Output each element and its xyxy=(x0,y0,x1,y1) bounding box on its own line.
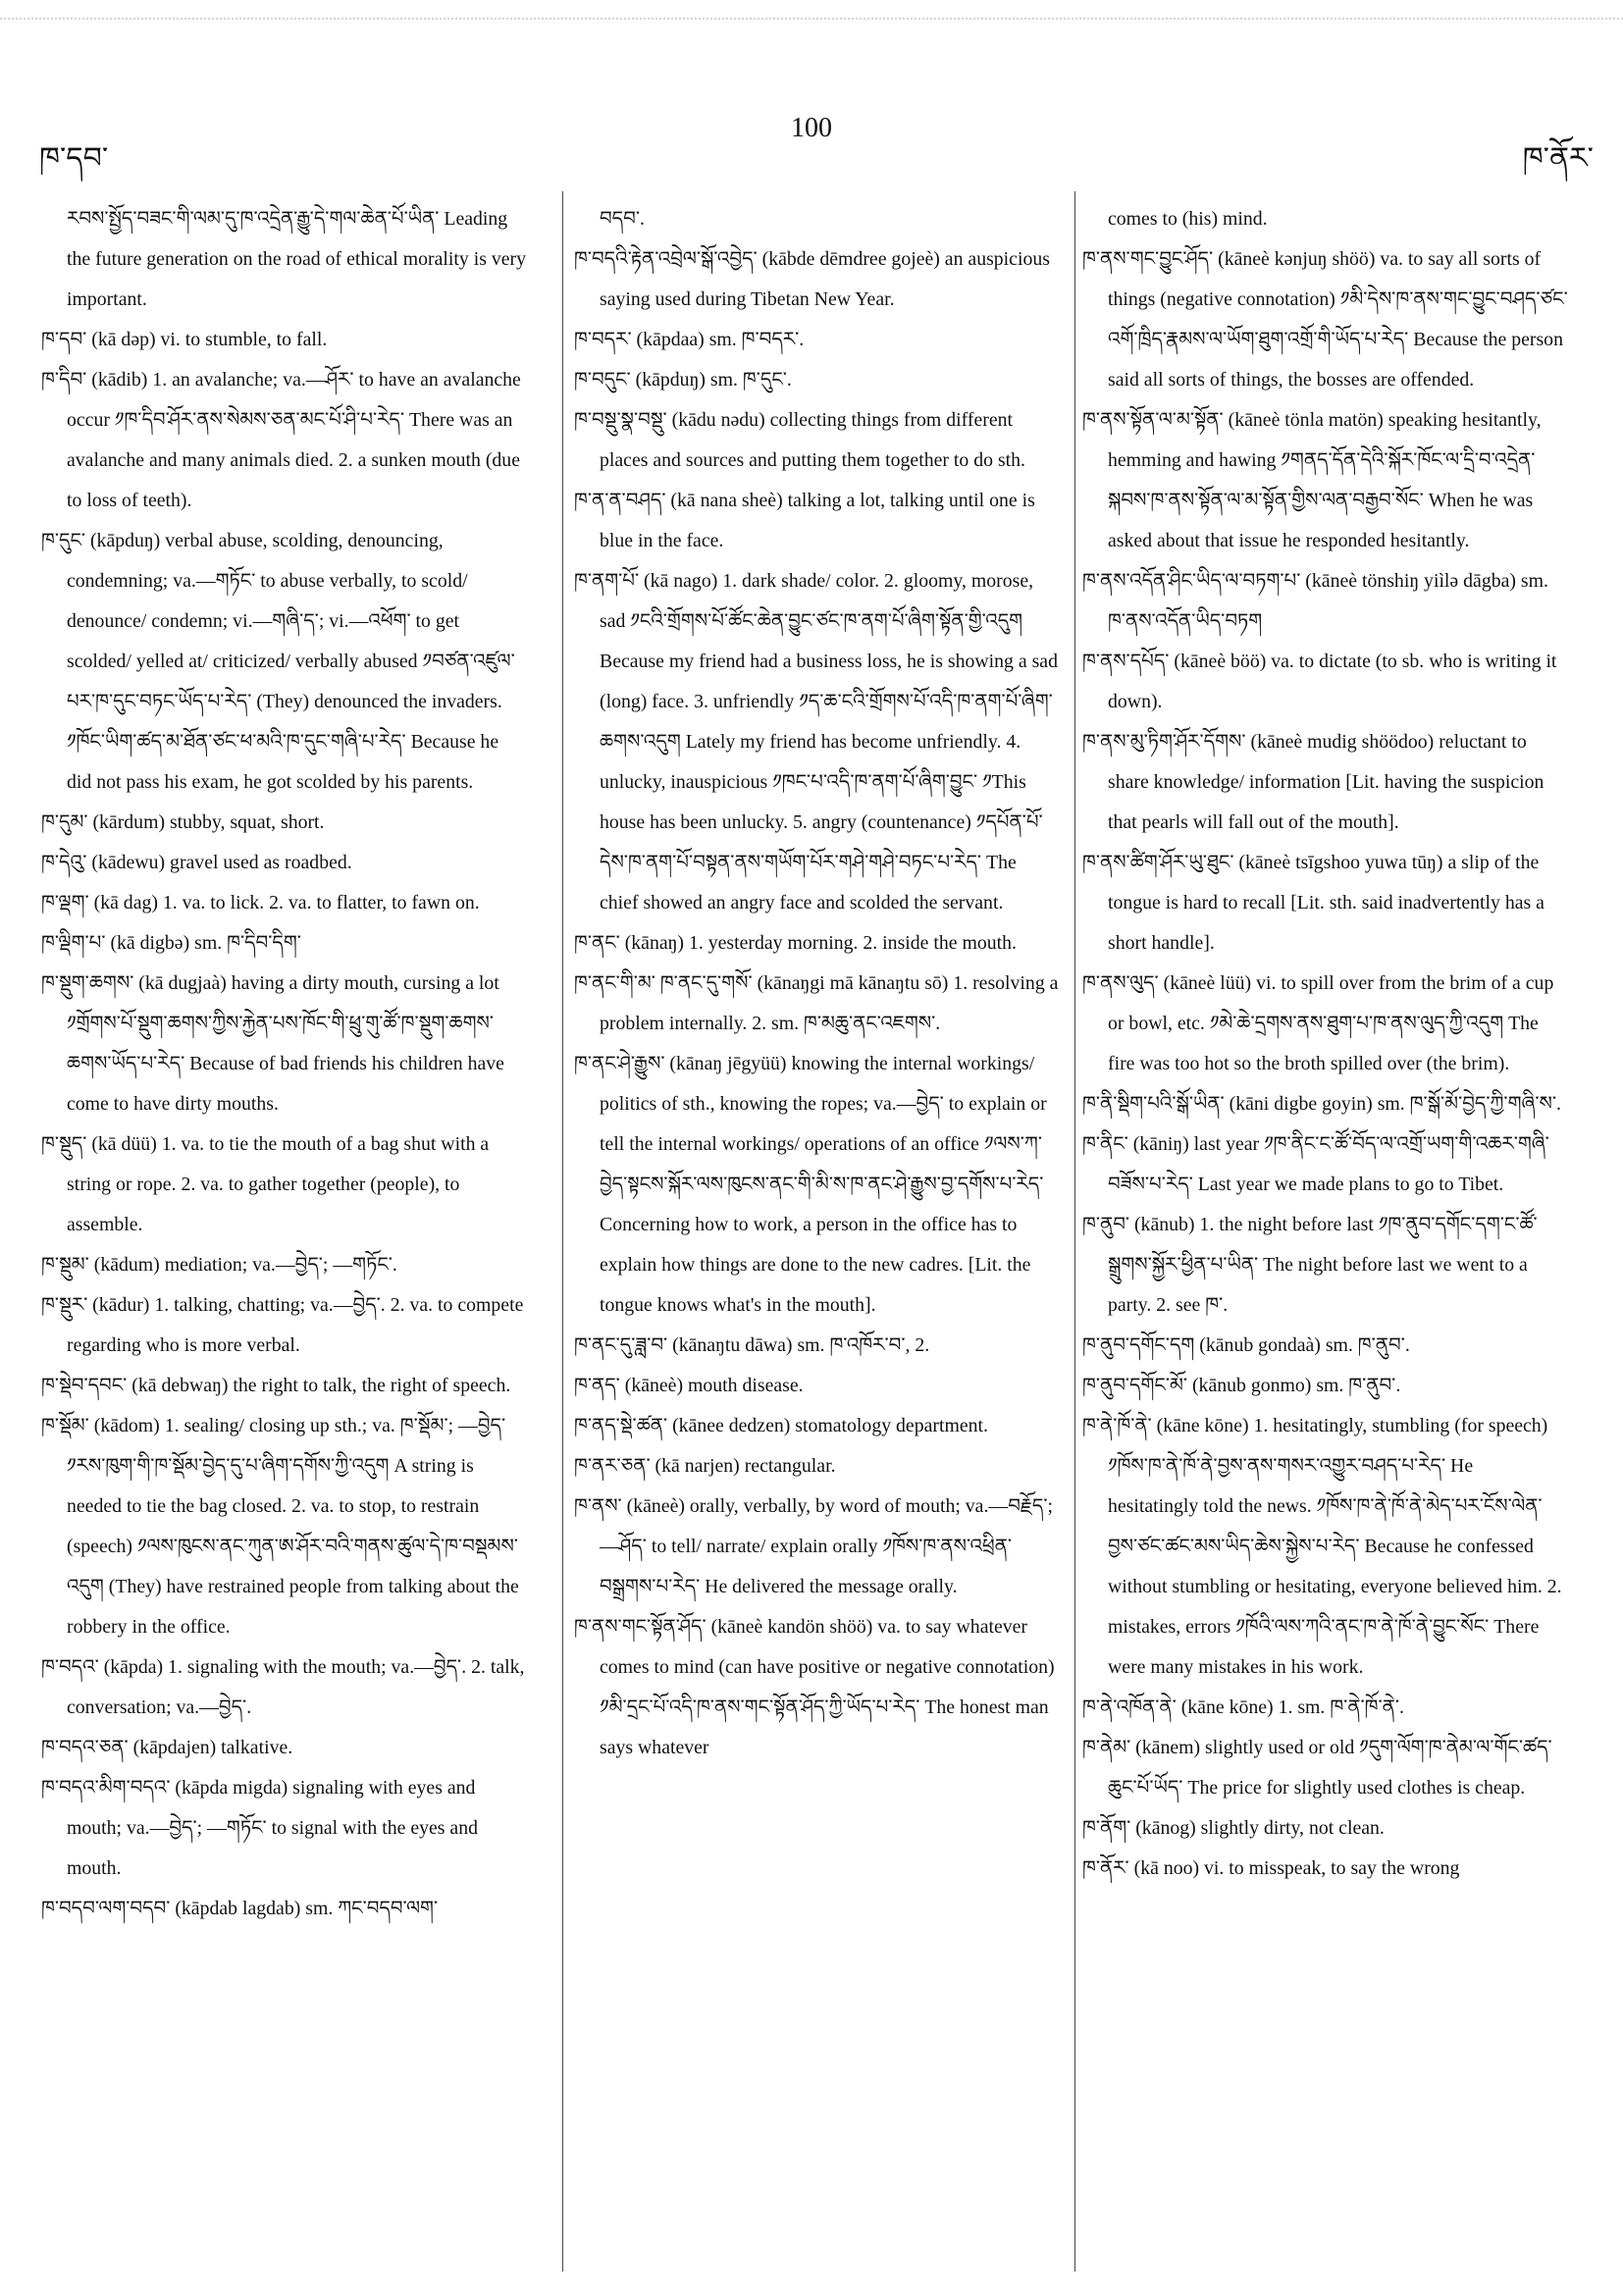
running-head-left: ཁ་དབ་ xyxy=(39,141,109,176)
dictionary-entry: ཁ་ནར་ཅན་ (kā narjen) rectangular. xyxy=(574,1455,836,1477)
dictionary-entry: ཁ་སྡུམ་ (kādum) mediation; va.—བྱེད་; —གཏོང་. xyxy=(41,1254,397,1276)
entry-continuation: ཪབས་སྤྱོད་བཟང་གི་ལམ་དུ་ཁ་འདྲེན་རྒྱུ་དེ་གལ་ཆེན་པོ་ཡིན་ Leading the future generation on the road of ethical morality is very important. xyxy=(67,208,526,310)
dictionary-entry: ཁ་ནས་ཚིག་ཤོར་ཡུ་ཐུང་ (kāneè tsīgshoo yuwa tūŋ) a slip of the tongue is hard to recall [Lit. sth. said inadvertently has a short handle]. xyxy=(1082,852,1544,954)
dictionary-entry: ཁ་ནུབ་དགོང་དག (kānub gondaà) sm. ཁ་ནུབ་. xyxy=(1082,1334,1410,1356)
dictionary-entry: ཁ་ནེ་ཁོ་ནེ་ (kāne kōne) 1. hesitatingly, stumbling (for speech) ༡ཁོས་ཁ་ནེ་ཁོ་ནེ་བྱས་ནས་གསར་འགྱུར་བཤད་པ་རེད་ He hesitatingly told the news. ༡ཁོས་ཁ་ནེ་ཁོ་ནེ་མེད་པར་ངོས་ལེན་བྱས་ཙང་ཚང་མས་ཡིད་ཆེས་སྐྱེས་པ་རེད་ Because he confessed without stumbling or hesitating, everyone believed him. 2. mistakes, errors ༡ཁོའི་ལས་ཀའི་ནང་ཁ་ནེ་ཁོ་ནེ་བྱུང་སོང་ There were many mistakes in his work. xyxy=(1082,1415,1562,1678)
dictionary-entry: ཁ་ནང་ (kānaŋ) 1. yesterday morning. 2. inside the mouth. xyxy=(574,932,1017,954)
dictionary-entry: ཁ་ནག་པོ་ (kā nago) 1. dark shade/ color. 2. gloomy, morose, sad ༡ངའི་གྲོགས་པོ་ཚོང་ཆེན་བྱུང་ཙང་ཁ་ནག་པོ་ཞིག་སྟོན་གྱི་འདུག Because my friend had a business loss, he is showing a sad (long) face. 3. unfriendly ༡ད་ཆ་ངའི་གྲོགས་པོ་འདི་ཁ་ནག་པོ་ཞིག་ཆགས་འདུག Lately my friend has become unfriendly. 4. unlucky, inauspicious ༡ཁང་པ་འདི་ཁ་ནག་པོ་ཞིག་བྱུང་ ༡This house has been unlucky. 5. angry (countenance) ༡དཔོན་པོ་དེས་ཁ་ནག་པོ་བསྟན་ནས་གཡོག་པོར་གཤེ་གཤེ་བཏང་པ་རེད་ The chief showed an angry face and scolded the servant. xyxy=(574,570,1058,913)
column-2 xyxy=(574,199,1060,1768)
dictionary-entry: ཁ་བདའ་ཅན་ (kāpdajen) talkative. xyxy=(41,1737,293,1758)
dictionary-entry: ཁ་སྡེབ་དབང་ (kā debwaŋ) the right to talk, the right of speech. xyxy=(41,1375,511,1396)
dictionary-entry: ཁ་སྡུར་ (kādur) 1. talking, chatting; va.—བྱེད་. 2. va. to compete regarding who is more verbal. xyxy=(41,1294,524,1356)
dictionary-entry: ཁ་ནས་འདོན་ཤིང་ཡིད་ལ་བཏག་པ་ (kāneè tönshiŋ yiìlə dāgba) sm. ཁ་ནས་འདོན་ཡིད་བཏག xyxy=(1082,570,1548,632)
dictionary-entry: ཁ་ན་ན་བཤད་ (kā nana sheè) talking a lot, talking until one is blue in the face. xyxy=(574,490,1035,551)
dictionary-entry: ཁ་དུམ་ (kārdum) stubby, squat, short. xyxy=(41,811,325,833)
dictionary-entry: ཁ་ལྡག་ (kā dag) 1. va. to lick. 2. va. to flatter, to fawn on. xyxy=(41,892,480,913)
dictionary-entry: ཁ་བསྡུ་སྣ་བསྡུ་ (kādu nədu) collecting things from different places and sources and putting them together to do sth. xyxy=(574,409,1025,471)
column-divider xyxy=(562,191,563,2271)
dictionary-entry: ཁ་ནས་ (kāneè) orally, verbally, by word of mouth; va.—བརྗོད་; —ཤོད་ to tell/ narrate/ explain orally ༡ཁོས་ཁ་ནས་འཕྲིན་བསྒྲགས་པ་རེད་ He delivered the message orally. xyxy=(574,1495,1054,1597)
dictionary-entry: ཁ་བདར་ (kāpdaa) sm. ཁ་བདར་. xyxy=(574,329,805,350)
dictionary-entry: ཁ་ནས་དཔོད་ (kāneè böö) va. to dictate (to sb. who is writing it down). xyxy=(1082,651,1557,712)
dictionary-entry: ཁ་ནང་དུ་ཟླ་བ་ (kānaŋtu dāwa) sm. ཁ་འཁོར་བ་, 2. xyxy=(574,1334,930,1356)
dictionary-entry: ཁ་ནས་མུ་ཏིག་ཤོར་དོགས་ (kāneè mudig shöödoo) reluctant to share knowledge/ information [Lit. having the suspicion that pearls will fall out of the mouth]. xyxy=(1082,731,1544,833)
dictionary-entry: ཁ་ནེམ་ (kānem) slightly used or old ༡དུག་ལོག་ཁ་ནེམ་ལ་གོང་ཚད་ཆུང་པོ་ཡོད་ The price for slightly used clothes is cheap. xyxy=(1082,1737,1552,1799)
dictionary-entry: ཁ་དེའུ་ (kādewu) gravel used as roadbed. xyxy=(41,852,352,873)
dictionary-entry: ཁ་བདའ་ (kāpda) 1. signaling with the mouth; va.—བྱེད་. 2. talk, conversation; va.—བྱེད་. xyxy=(41,1656,525,1718)
dictionary-entry: ཁ་ནས་ལུད་ (kāneè lüü) vi. to spill over from the brim of a cup or bowl, etc. ༡མེ་ཆེ་དྲགས་ནས་ཐུག་པ་ཁ་ནས་ལུད་ཀྱི་འདུག The fire was too hot so the broth spilled over (the brim). xyxy=(1082,972,1554,1074)
dictionary-entry: ཁ་བདུང་ (kāpduŋ) sm. ཁ་དུང་. xyxy=(574,369,792,391)
dictionary-entry: ཁ་དུང་ (kāpduŋ) verbal abuse, scolding, denouncing, condemning; va.—གཏོང་ to abuse verbally, to scold/ denounce/ condemn; vi.—གཞི་ད་; vi.—འཕོག་ to get scolded/ yelled at/ criticized/ verbally abused ༡བཙན་འཛུལ་པར་ཁ་དུང་བཏང་ཡོད་པ་རེད་ (They) denounced the invaders. ༡ཁོང་ཡིག་ཚད་མ་ཐོན་ཙང་ཕ་མའི་ཁ་དུང་གཞི་པ་རེད་ Because he did not pass his exam, he got scolded by his parents. xyxy=(41,530,515,793)
dictionary-entry: ཁ་ནོར་ (kā noo) vi. to misspeak, to say the wrong xyxy=(1082,1857,1460,1879)
column-divider xyxy=(1074,191,1075,2271)
dictionary-entry: ཁ་ནང་གི་མ་ ཁ་ནང་དུ་གསོ་ (kānaŋgi mā kānaŋtu sō) 1. resolving a problem internally. 2. sm. ཁ་མཆུ་ནང་འཇགས་. xyxy=(574,972,1059,1034)
dictionary-entry: ཁ་ལྡིག་པ་ (kā digbə) sm. ཁ་དིབ་དིག་ xyxy=(41,932,301,954)
dictionary-entry: ཁ་ནི་སྡིག་པའི་སྒོ་ཡིན་ (kāni digbe goyin) sm. ཁ་སྒོ་མོ་བྱེད་ཀྱི་གཞི་ས་. xyxy=(1082,1093,1561,1115)
scan-edge xyxy=(0,18,1623,26)
dictionary-entry: ཁ་བདབ་ལག་བདབ་ (kāpdab lagdab) sm. ཀང་བདབ་ལག་ xyxy=(41,1898,439,1919)
dictionary-entry: ཁ་བདའ་མིག་བདའ་ (kāpda migda) signaling with eyes and mouth; va.—བྱེད་; —གཏོང་ to signal with the eyes and mouth. xyxy=(41,1777,478,1879)
column-3 xyxy=(1082,199,1568,1889)
dictionary-entry: ཁ་སྡོམ་ (kādom) 1. sealing/ closing up sth.; va. ཁ་སྡོམ་; —བྱེད་ ༡རས་ཁུག་གི་ཁ་སྡོམ་བྱེད་དུ་པ་ཞིག་དགོས་ཀྱི་འདུག A string is needed to tie the bag closed. 2. va. to stop, to restrain (speech) ༡ལས་ཁུངས་ནང་ཀུན་ཨ་ཤོར་བའི་གནས་ཚུལ་དེ་ཁ་བསྡམས་འདུག (They) have restrained people from talking about the robbery in the office. xyxy=(41,1415,519,1638)
dictionary-entry: ཁ་ནང་ཤེ་རྒྱུས་ (kānaŋ jēgyüü) knowing the internal workings/ politics of sth., knowing the ropes; va.—བྱེད་ to explain or tell the internal workings/ operations of an office ༡ལས་ཀ་བྱེད་སྟངས་སྐོར་ལས་ཁུངས་ནང་གི་མི་ས་ཁ་ནང་ཤེ་རྒྱུས་བྱ་དགོས་པ་རེད་ Concerning how to work, a person in the office has to explain how things are done to the new cadres. [Lit. the tongue knows what's in the mouth]. xyxy=(574,1053,1047,1316)
dictionary-entry: ཁ་ནད་སྡེ་ཚན་ (kānee dedzen) stomatology department. xyxy=(574,1415,988,1436)
dictionary-entry: ཁ་ནེ་འཁོན་ནེ་ (kāne kōne) 1. sm. ཁ་ནེ་ཁོ་ནེ་. xyxy=(1082,1696,1404,1718)
dictionary-entry: ཁ་སྡུག་ཆགས་ (kā dugjaà) having a dirty mouth, cursing a lot ༡གྲོགས་པོ་སྡུག་ཆགས་ཀྱིས་རྐྱེན་པས་ཁོང་གི་ཕྲུ་གུ་ཚོ་ཁ་སྡུག་ཆགས་ཆགས་ཡོད་པ་རེད་ Because of bad friends his children have come to have dirty mouths. xyxy=(41,972,504,1115)
dictionary-entry: ཁ་ནུབ་ (kānub) 1. the night before last ༡ཁ་ནུབ་དགོང་དག་ང་ཚོ་ སྒྲུགས་སྐྱོར་ཕྱིན་པ་ཡིན་ The night before last we went to a party. 2. see ཁ་. xyxy=(1082,1214,1538,1316)
column-1 xyxy=(41,199,527,1929)
dictionary-entry: ཁ་དབ་ (kā dəp) vi. to stumble, to fall. xyxy=(41,329,328,350)
dictionary-entry: ཁ་སྡུད་ (kā düü) 1. va. to tie the mouth of a bag shut with a string or rope. 2. va. to gather together (people), to assemble. xyxy=(41,1133,490,1235)
dictionary-entry: ཁ་ནས་སྟོན་ལ་མ་སྟོན་ (kāneè tönla matön) speaking hesitantly, hemming and hawing ༡གནད་དོན་དེའི་སྐོར་ཁོང་ལ་དྲི་བ་འདྲེན་སྐབས་ཁ་ནས་སྟོན་ལ་མ་སྟོན་གྱིས་ལན་བརྒྱབ་སོང་ When he was asked about that issue he responded hesitantly. xyxy=(1082,409,1542,551)
dictionary-entry: ཁ་དིབ་ (kādib) 1. an avalanche; va.—ཤོར་ to have an avalanche occur ༡ཁ་དིབ་ཤོར་ནས་སེམས་ཅན་མང་པོ་ཤི་པ་རེད་ There was an avalanche and many animals died. 2. a sunken mouth (due to loss of teeth). xyxy=(41,369,521,511)
running-head-right: ཁ་ནོར་ xyxy=(1522,141,1594,176)
dictionary-entry: ཁ་བདའི་རྟེན་འབྲེལ་སྒོ་འབྱེད་ (kābde dēmdree gojeè) an auspicious saying used during Tibetan New Year. xyxy=(574,248,1050,310)
dictionary-entry: ཁ་ནད་ (kāneè) mouth disease. xyxy=(574,1375,804,1396)
dictionary-entry: ཁ་ནས་གང་བྱུང་ཤོད་ (kāneè kənjuŋ shöö) va. to say all sorts of things (negative connotation) ༡མི་དེས་ཁ་ནས་གང་བྱུང་བཤད་ཙང་འགོ་ཁྲིད་རྣམས་ལ་ཡོག་ཐུག་འགྲོ་གི་ཡོད་པ་རེད་ Because the person said all sorts of things, the bosses are offended. xyxy=(1082,248,1568,391)
page-number: 100 xyxy=(791,113,832,143)
dictionary-entry: ཁ་ནིང་ (kāniŋ) last year ༡ཁ་ནིང་ང་ཚོ་བོད་ལ་འགྲོ་ཡག་གི་འཆར་གཞི་བཟོས་པ་རེད་ Last year we made plans to go to Tibet. xyxy=(1082,1133,1549,1195)
dictionary-entry: ཁ་ནུབ་དགོང་མོ་ (kānub gonmo) sm. ཁ་ནུབ་. xyxy=(1082,1375,1401,1396)
entry-continuation: comes to (his) mind. xyxy=(1108,208,1268,230)
dictionary-entry: ཁ་ནས་གང་སྟོན་ཤོད་ (kāneè kandön shöö) va. to say whatever comes to mind (can have positive or negative connotation) ༡མི་དྲང་པོ་འདི་ཁ་ནས་གང་སྟོན་ཤོད་ཀྱི་ཡོད་པ་རེད་ The honest man says whatever xyxy=(574,1616,1055,1758)
entry-continuation: བདབ་. xyxy=(600,208,645,230)
dictionary-entry: ཁ་ནོག་ (kānog) slightly dirty, not clean. xyxy=(1082,1817,1385,1839)
